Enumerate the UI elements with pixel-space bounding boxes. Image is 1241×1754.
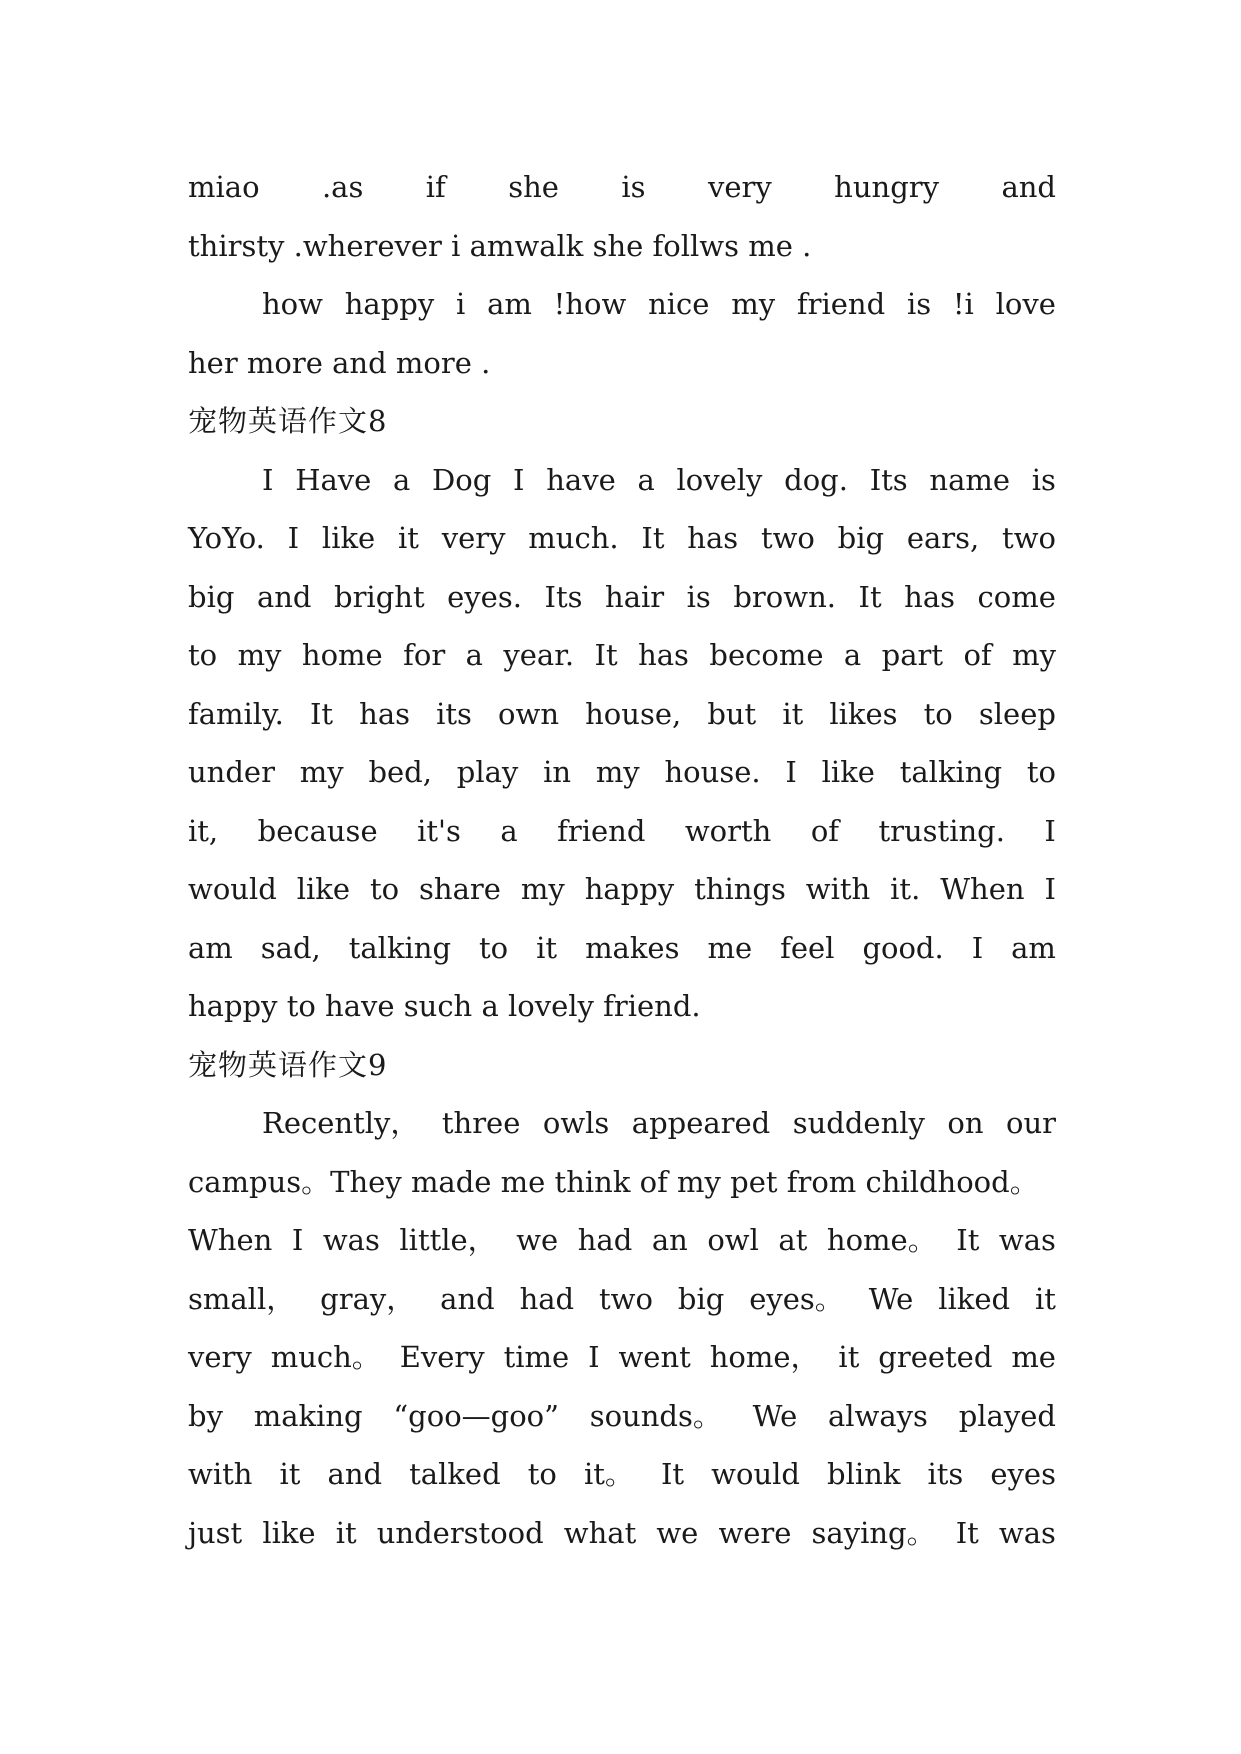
word: is xyxy=(906,287,932,321)
word: two xyxy=(599,1281,653,1316)
paragraph-line: thirsty .wherever i amwalk she follws me . xyxy=(188,228,812,263)
paragraph-line xyxy=(188,626,1056,685)
word: little， xyxy=(399,1223,497,1257)
word: much。 xyxy=(270,1340,381,1374)
word: would xyxy=(188,872,277,906)
word: ears, xyxy=(906,521,980,555)
word: year. xyxy=(503,638,575,672)
word: with xyxy=(805,872,871,906)
word: things xyxy=(694,872,786,906)
word: very xyxy=(441,521,506,555)
word: a xyxy=(500,813,518,848)
document-page xyxy=(188,158,1056,1562)
word: play xyxy=(456,755,519,789)
word: understood xyxy=(376,1515,544,1550)
paragraph-line: happy to have such a lovely friend. xyxy=(188,989,701,1023)
word: it's xyxy=(417,813,461,848)
word: time xyxy=(503,1340,570,1374)
word: under xyxy=(188,755,275,789)
word: played xyxy=(958,1398,1056,1433)
word: is xyxy=(621,170,646,204)
word: It xyxy=(858,579,882,614)
word: was xyxy=(322,1223,380,1257)
word: is xyxy=(686,579,711,614)
word: am xyxy=(188,930,233,965)
word: liked xyxy=(938,1281,1011,1316)
word: on xyxy=(947,1106,984,1140)
word: am xyxy=(1011,930,1056,965)
word: very xyxy=(188,1340,252,1374)
word: We xyxy=(868,1281,914,1316)
word: for xyxy=(403,638,446,672)
word: dog. xyxy=(784,462,848,497)
word: makes xyxy=(585,930,680,965)
word: hungry xyxy=(834,170,940,204)
paragraph-line xyxy=(188,158,1056,217)
word: i xyxy=(456,287,466,321)
word: my xyxy=(299,755,344,789)
word: Its xyxy=(869,462,908,497)
word: good. xyxy=(862,930,944,965)
word: three xyxy=(441,1106,521,1140)
word: big xyxy=(677,1281,725,1316)
paragraph-line xyxy=(188,919,1056,978)
word: always xyxy=(827,1398,928,1433)
word: I xyxy=(971,930,984,965)
word: has xyxy=(687,521,739,555)
word: saying。 xyxy=(811,1515,936,1550)
word: love xyxy=(995,287,1056,321)
word: !how xyxy=(553,287,627,321)
word: It xyxy=(641,521,665,555)
word: big xyxy=(188,579,235,614)
word: would xyxy=(711,1457,800,1491)
word: hair xyxy=(605,579,665,614)
word: it xyxy=(1034,1281,1056,1316)
paragraph-line xyxy=(188,1211,1056,1270)
word: but xyxy=(707,696,757,731)
word: sad, xyxy=(260,930,321,965)
paragraph-line: her more and more . xyxy=(188,345,491,380)
word: went xyxy=(618,1340,691,1374)
word: and xyxy=(1001,170,1056,204)
paragraph-line xyxy=(188,1328,1056,1387)
word: talking xyxy=(899,755,1003,789)
word: big xyxy=(837,521,885,555)
word: is xyxy=(1031,462,1056,497)
word: to xyxy=(527,1457,557,1491)
word: worth xyxy=(684,813,772,848)
word: I xyxy=(291,1223,304,1257)
word: it xyxy=(838,1340,860,1374)
paragraph-line xyxy=(188,1270,1056,1329)
word: like xyxy=(821,755,875,789)
word: small， xyxy=(188,1281,296,1316)
word: and xyxy=(327,1457,383,1491)
word: family. xyxy=(188,696,284,731)
word: its xyxy=(927,1457,964,1491)
word: happy xyxy=(584,872,675,906)
word: eyes xyxy=(990,1457,1056,1491)
paragraph-line xyxy=(188,1445,1056,1504)
word: has xyxy=(638,638,689,672)
word: I xyxy=(785,755,797,789)
word: by xyxy=(188,1398,223,1433)
word: I xyxy=(1044,872,1056,906)
word: to xyxy=(479,930,509,965)
word: very xyxy=(707,170,772,204)
word: name xyxy=(929,462,1011,497)
word: what xyxy=(563,1515,637,1550)
word: home xyxy=(301,638,383,672)
paragraph-line xyxy=(188,451,1056,510)
word: it xyxy=(398,521,419,555)
word: a xyxy=(465,638,483,672)
word: It xyxy=(955,1515,979,1550)
paragraph-line xyxy=(188,1094,1056,1153)
word: feel xyxy=(780,930,835,965)
word: I xyxy=(287,521,300,555)
word: I xyxy=(1044,813,1056,848)
word: It xyxy=(309,696,334,731)
section-heading: 宠物英语作文9 xyxy=(188,1047,388,1082)
word: .as xyxy=(321,170,364,204)
word: miao xyxy=(188,170,260,204)
paragraph-line xyxy=(188,568,1056,627)
word: was xyxy=(998,1515,1056,1550)
word: Dog xyxy=(432,462,492,497)
word: friend xyxy=(796,287,886,321)
word: an xyxy=(651,1223,688,1257)
word: talking xyxy=(348,930,452,965)
word: bed, xyxy=(368,755,432,789)
word: its xyxy=(436,696,472,731)
paragraph-line xyxy=(188,802,1056,861)
word: how xyxy=(262,287,323,321)
word: friend xyxy=(557,813,646,848)
word: were xyxy=(718,1515,792,1550)
word: to xyxy=(923,696,953,731)
word: two xyxy=(1002,521,1056,555)
word: because xyxy=(257,813,378,848)
word: !i xyxy=(952,287,974,321)
word: my xyxy=(237,638,282,672)
word: it. xyxy=(890,872,921,906)
word: trusting. xyxy=(878,813,1005,848)
word: making xyxy=(253,1398,363,1433)
word: a xyxy=(843,638,862,672)
word: me xyxy=(707,930,753,965)
word: two xyxy=(760,521,815,555)
word: own xyxy=(498,696,560,731)
word: we xyxy=(656,1515,699,1550)
word: my xyxy=(595,755,640,789)
word: When xyxy=(188,1223,273,1257)
word: and xyxy=(440,1281,495,1316)
word: nice xyxy=(648,287,710,321)
word: a xyxy=(637,462,655,497)
word: like xyxy=(296,872,351,906)
word: sounds。 xyxy=(589,1398,722,1433)
word: become xyxy=(709,638,824,672)
word: with xyxy=(188,1457,253,1491)
word: I xyxy=(588,1340,600,1374)
word: has xyxy=(359,696,411,731)
word: part xyxy=(881,638,944,672)
word: a xyxy=(393,462,411,497)
word: had xyxy=(519,1281,575,1316)
word: house. xyxy=(664,755,761,789)
word: owls xyxy=(542,1106,610,1140)
word: gray， xyxy=(320,1281,416,1316)
paragraph-line xyxy=(188,1504,1056,1563)
word: likes xyxy=(829,696,898,731)
word: am xyxy=(487,287,532,321)
paragraph-line xyxy=(188,860,1056,919)
word: house, xyxy=(585,696,682,731)
word: like xyxy=(262,1515,316,1550)
word: just xyxy=(188,1515,243,1550)
word: Recently， xyxy=(262,1106,420,1140)
word: I xyxy=(262,462,274,497)
word: we xyxy=(516,1223,559,1257)
word: eyes. xyxy=(447,579,522,614)
word: it。 xyxy=(583,1457,634,1491)
word: greeted xyxy=(878,1340,993,1374)
word: of xyxy=(963,638,992,672)
word: It xyxy=(660,1457,685,1491)
word: she xyxy=(508,170,559,204)
word: bright xyxy=(334,579,425,614)
word: “goo—goo” xyxy=(393,1398,559,1433)
word: suddenly xyxy=(792,1106,925,1140)
word: my xyxy=(520,872,565,906)
word: Every xyxy=(399,1340,485,1374)
word: my xyxy=(1012,638,1056,672)
word: to xyxy=(369,872,400,906)
word: had xyxy=(577,1223,633,1257)
word: come xyxy=(977,579,1056,614)
word: When xyxy=(940,872,1025,906)
paragraph-line: campus。They made me think of my pet from childhood。 xyxy=(188,1164,1039,1199)
word: eyes。 xyxy=(749,1281,844,1316)
word: share xyxy=(419,872,501,906)
word: It xyxy=(956,1223,980,1257)
paragraph-line xyxy=(188,685,1056,744)
word: happy xyxy=(344,287,435,321)
paragraph-line xyxy=(188,743,1056,802)
word: to xyxy=(1026,755,1056,789)
word: much. xyxy=(528,521,619,555)
word: It xyxy=(594,638,618,672)
word: and xyxy=(256,579,312,614)
word: my xyxy=(731,287,776,321)
word: it, xyxy=(188,813,219,848)
word: appeared xyxy=(631,1106,771,1140)
word: We xyxy=(752,1398,798,1433)
word: sleep xyxy=(978,696,1056,731)
word: talked xyxy=(409,1457,501,1491)
word: blink xyxy=(827,1457,901,1491)
word: at xyxy=(778,1223,808,1257)
word: home， xyxy=(709,1340,820,1374)
word: in xyxy=(543,755,572,789)
word: YoYo. xyxy=(188,521,265,555)
word: to xyxy=(188,638,218,672)
word: owl xyxy=(707,1223,759,1257)
word: I xyxy=(513,462,525,497)
word: Have xyxy=(295,462,372,497)
word: if xyxy=(425,170,446,204)
word: of xyxy=(810,813,840,848)
word: it xyxy=(335,1515,357,1550)
word: it xyxy=(279,1457,301,1491)
word: have xyxy=(546,462,616,497)
word: Its xyxy=(544,579,583,614)
word: lovely xyxy=(676,462,763,497)
word: me xyxy=(1011,1340,1056,1374)
paragraph-line xyxy=(188,275,1056,334)
word: brown. xyxy=(733,579,836,614)
word: like xyxy=(321,521,376,555)
word: our xyxy=(1005,1106,1056,1140)
word: home。 xyxy=(826,1223,937,1257)
word: was xyxy=(998,1223,1056,1257)
paragraph-line xyxy=(188,1387,1056,1446)
section-heading: 宠物英语作文8 xyxy=(188,404,388,438)
word: it xyxy=(536,930,558,965)
paragraph-line xyxy=(188,509,1056,568)
word: has xyxy=(904,579,955,614)
word: it xyxy=(782,696,804,731)
